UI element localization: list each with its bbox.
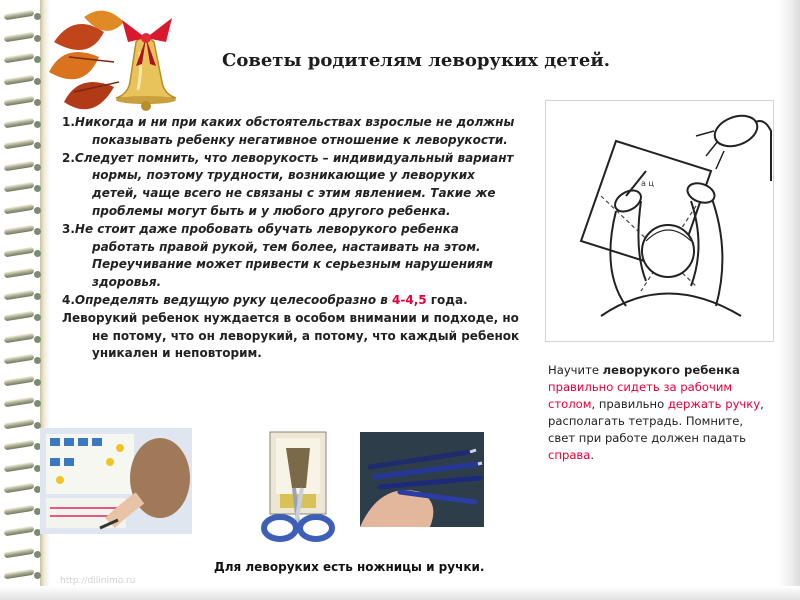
advice-bold: леворукого ребенка bbox=[602, 363, 740, 377]
spiral-ring bbox=[4, 548, 46, 562]
age-highlight: 4-4,5 bbox=[392, 292, 427, 307]
watermark: http://dilinimo.ru bbox=[60, 576, 136, 586]
slide-title: Советы родителям леворуких детей. bbox=[222, 50, 610, 71]
tip-number: 4. bbox=[62, 292, 75, 307]
advice-part: Научите bbox=[548, 363, 603, 377]
spiral-ring bbox=[4, 290, 46, 304]
tip-item-2 bbox=[62, 150, 522, 221]
spiral-ring bbox=[4, 268, 46, 282]
closing-note bbox=[62, 310, 522, 363]
spiral-ring bbox=[4, 139, 46, 153]
tip-text-end: года. bbox=[426, 292, 468, 307]
tip-number: 2. bbox=[62, 150, 75, 165]
advice-part: , располагать тетрадь. Помните, свет при работе должен падать bbox=[548, 397, 764, 445]
page-edge-bottom bbox=[0, 586, 800, 600]
spiral-ring bbox=[4, 161, 46, 175]
spiral-ring bbox=[4, 204, 46, 218]
bell-icon bbox=[44, 2, 194, 132]
spiral-ring bbox=[4, 333, 46, 347]
spiral-ring bbox=[4, 225, 46, 239]
advice-part: , правильно bbox=[591, 397, 668, 411]
advice-highlight: правильно сидеть за рабочим столом bbox=[548, 380, 733, 411]
desk-posture-illustration bbox=[545, 100, 774, 342]
spiral-ring bbox=[4, 311, 46, 325]
sheet-letters: a ц bbox=[641, 179, 654, 188]
spiral-ring bbox=[4, 247, 46, 261]
tip-number: 1. bbox=[62, 115, 75, 129]
tip-item-4 bbox=[62, 292, 522, 310]
left-hand-scissors-photo bbox=[236, 428, 358, 545]
tip-number: 3. bbox=[62, 221, 75, 236]
spiral-ring bbox=[4, 10, 46, 24]
tip-text: Никогда и ни при каких обстоятельствах взрослые не должны показывать ребенку негативное отношение к леворукости. bbox=[74, 115, 515, 147]
tip-text: Определять ведущую руку целесообразно в bbox=[74, 292, 393, 307]
spiral-ring bbox=[4, 376, 46, 390]
spiral-ring bbox=[4, 53, 46, 67]
tip-text: Не стоит даже пробовать обучать леворукого ребенка работать правой рукой, тем более, настаивать на этом. Переучивание может привести к серьезным нарушениям здоровья. bbox=[74, 221, 493, 290]
spiral-ring bbox=[4, 354, 46, 368]
tip-text: Следует помнить, что леворукость – индивидуальный вариант нормы, поэтому трудности, возникающие у леворуких детей, чаще всего не связаны с этим явлением. Такие же проблемы могут быть и у любого другого ребенка. bbox=[74, 150, 514, 218]
tools-caption: Для леворуких есть ножницы и ручки. bbox=[214, 560, 485, 574]
child-writing-photo bbox=[40, 428, 192, 534]
spiral-ring bbox=[4, 96, 46, 110]
advice-part: . bbox=[590, 448, 595, 462]
tips-list bbox=[62, 114, 522, 363]
page-edge-right bbox=[778, 0, 800, 600]
spiral-ring bbox=[4, 118, 46, 132]
spiral-ring bbox=[4, 397, 46, 411]
bell-leaves-decoration bbox=[44, 2, 194, 132]
tip-item-3 bbox=[62, 221, 522, 292]
advice-highlight: справа bbox=[548, 448, 591, 462]
pens-in-hand-photo bbox=[360, 432, 484, 527]
advice-text bbox=[548, 362, 770, 464]
child-at-desk-icon bbox=[546, 101, 773, 341]
spiral-ring bbox=[4, 32, 46, 46]
closing-text: Леворукий ребенок нуждается в особом внимании и подходе, но не потому, что он леворукий, а потому, что каждый ребенок уникален и неповторим. bbox=[62, 310, 520, 361]
advice-highlight: держать ручку bbox=[667, 397, 761, 411]
tip-item-1 bbox=[62, 114, 522, 150]
spiral-ring bbox=[4, 569, 46, 583]
spiral-ring bbox=[4, 182, 46, 196]
spiral-ring bbox=[4, 75, 46, 89]
